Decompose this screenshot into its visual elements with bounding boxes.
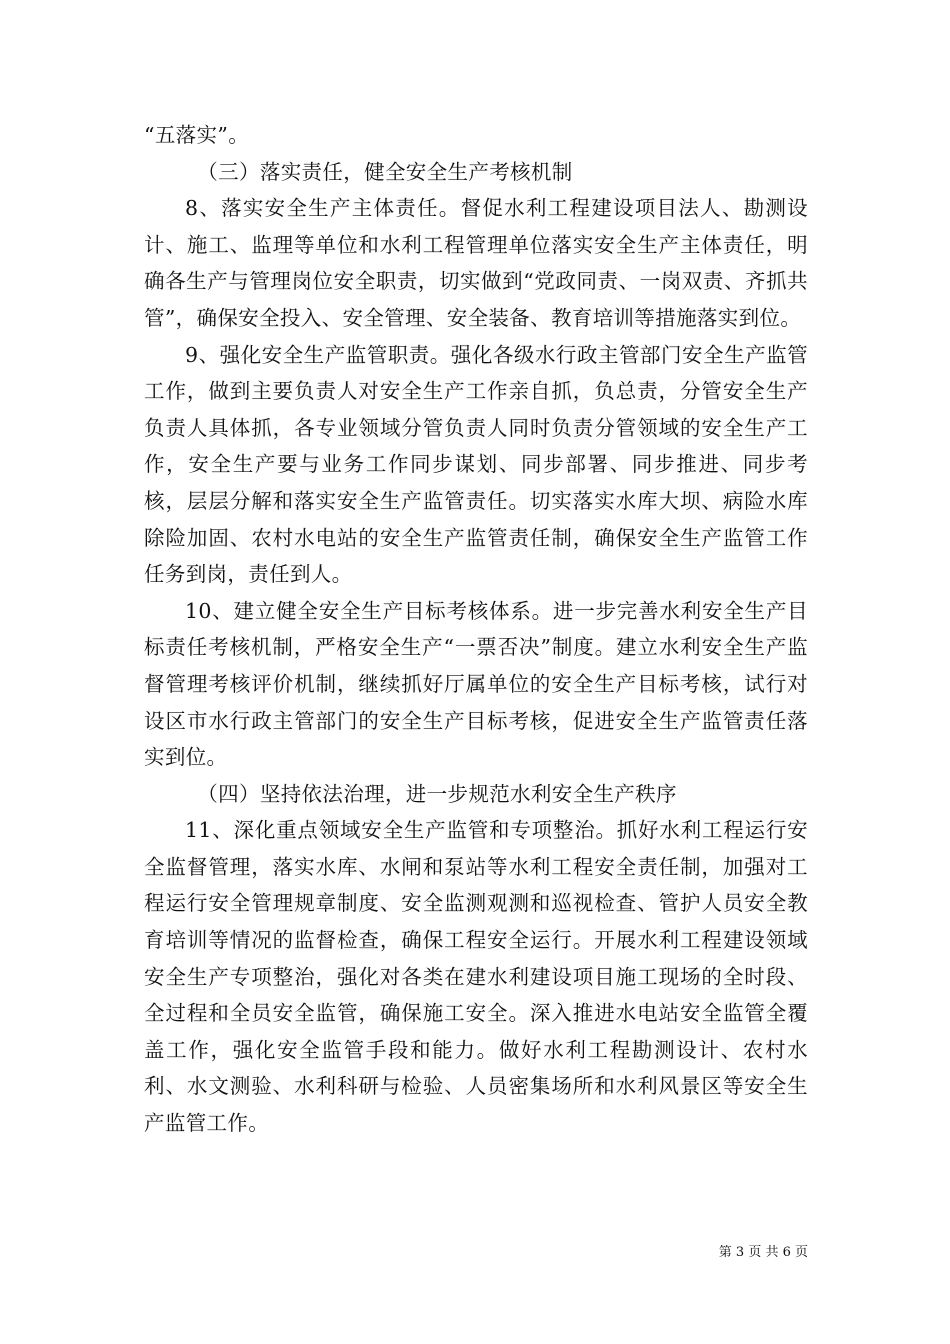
paragraph-item-10: 10、建立健全安全生产目标考核体系。进一步完善水利安全生产目标责任考核机制，严格安全生产“一票否决”制度。建立水利安全生产监督管理考核评价机制，继续抓好厅属单位的安全生产目标考核，试行对设区市水行政主管部门的安全生产目标考核，促进安全生产监管责任落实到位。 bbox=[144, 598, 808, 770]
section-heading-3: （三）落实责任，健全安全生产考核机制 bbox=[197, 159, 573, 184]
continuation-text: “五落实”。 bbox=[144, 123, 250, 147]
section-heading-4: （四）坚持依法治理，进一步规范水利安全生产秩序 bbox=[197, 781, 677, 806]
document-body bbox=[144, 117, 808, 1142]
paragraph-item-8: 8、落实安全生产主体责任。督促水利工程建设项目法人、勘测设计、施工、监理等单位和水利工程管理单位落实安全生产主体责任，明确各生产与管理岗位安全职责，切实做到“党政同责、一岗双责、齐抓共管”，确保安全投入、安全管理、安全装备、教育培训等措施落实到位。 bbox=[144, 196, 808, 330]
paragraph-item-9: 9、强化安全生产监管职责。强化各级水行政主管部门安全生产监管工作，做到主要负责人对安全生产工作亲自抓，负总责，分管安全生产负责人具体抓，各专业领域分管负责人同时负责分管领域的安全生产工作，安全生产要与业务工作同步谋划、同步部署、同步推进、同步考核，层层分解和落实安全生产监管责任。切实落实水库大坝、病险水库除险加固、农村水电站的安全生产监管责任制，确保安全生产监管工作任务到岗，责任到人。 bbox=[144, 342, 808, 587]
page-number: 第 3 页 共 6 页 bbox=[718, 1245, 808, 1260]
paragraph-item-11: 11、深化重点领域安全生产监管和专项整治。抓好水利工程运行安全监督管理，落实水库、水闸和泵站等水利工程安全责任制，加强对工程运行安全管理规章制度、安全监测观测和巡视检查、管护人员安全教育培训等情况的监督检查，确保工程安全运行。开展水利工程建设领域安全生产专项整治，强化对各类在建水利建设项目施工现场的全时段、全过程和全员安全监管，确保施工安全。深入推进水电站安全监管全覆盖工作，强化安全监管手段和能力。做好水利工程勘测设计、农村水利、水文测验、水利科研与检验、人员密集场所和水利风景区等安全生产监管工作。 bbox=[144, 818, 808, 1136]
